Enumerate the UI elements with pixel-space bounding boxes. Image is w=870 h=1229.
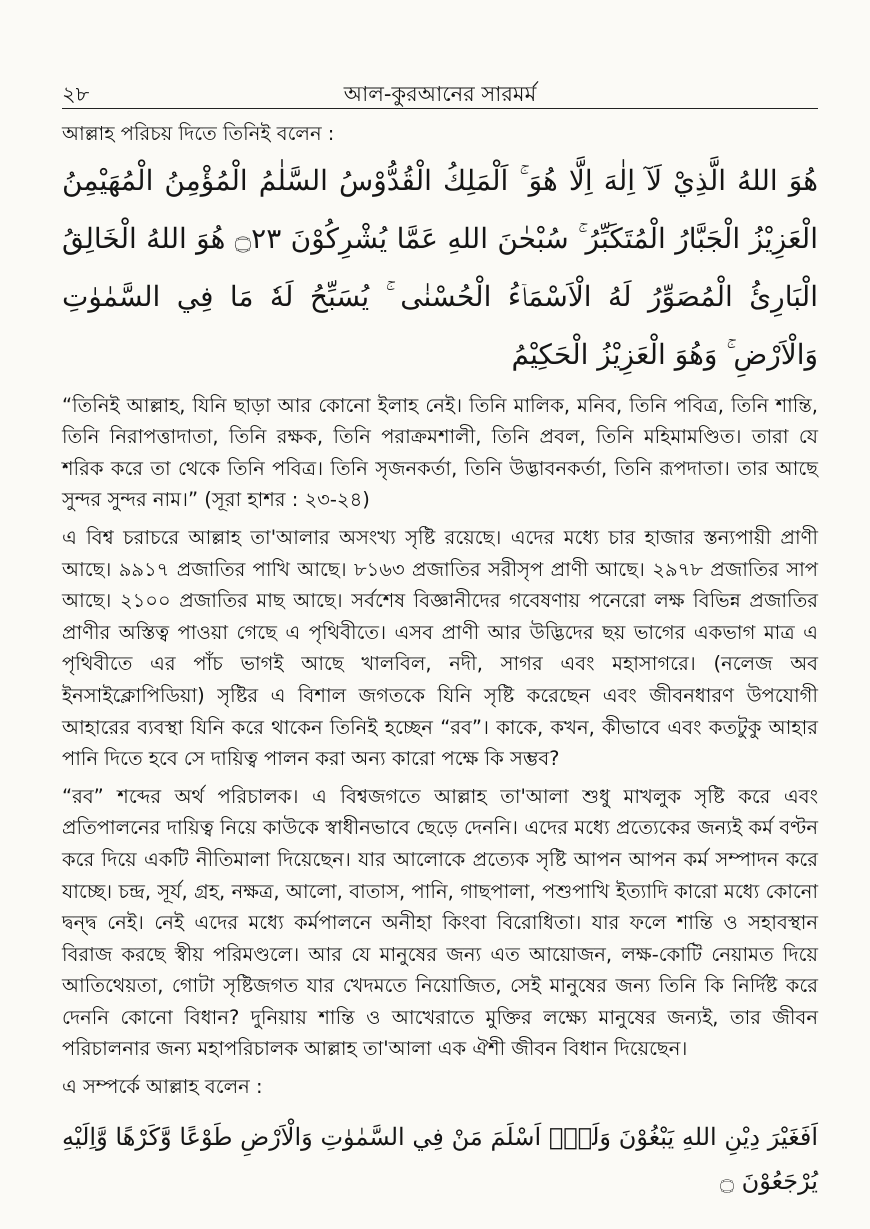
body-paragraph-2: “রব” শব্দের অর্থ পরিচালক। এ বিশ্বজগতে আল্লাহ তা'আলা শুধু মাখলুক সৃষ্টি করে এবং প্রতিপালনের দায়িত্ব নিয়ে কাউকে স্বাধীনভাবে ছেড়ে দেননি। এদের মধ্যে প্রত্যেকের জন্যই কর্ম বণ্টন করে দিয়ে একটি নীতিমালা দিয়েছেন। যার আলোকে প্রত্যেক সৃষ্টি আপন আপন কর্ম সম্পাদন করে যাচ্ছে। চন্দ্র, সূর্য, গ্রহ, নক্ষত্র, আলো, বাতাস, পানি, গাছপালা, পশুপাখি ইত্যাদি কারো মধ্যে কোনো দ্বন্দ্ব নেই। নেই এদের মধ্যে কর্মপালনে অনীহা কিংবা বিরোধিতা। যার ফলে শান্তি ও সহাবস্থান বিরাজ করছে স্বীয় পরিমণ্ডলে। আর যে মানুষের জন্য এত আয়োজন, লক্ষ-কোটি নেয়ামত দিয়ে আতিথেয়তা, গোটা সৃষ্টিজগত যার খেদমতে নিয়োজিত, সেই মানুষের জন্য তিনি কি নির্দিষ্ট করে দেননি কোনো বিধান? দুনিয়ায় শান্তি ও আখেরাতে মুক্তির লক্ষ্যে মানুষের জন্যই, তার জীবন পরিচালনার জন্য মহাপরিচালক আল্লাহ তা'আলা এক ঐশী জীবন বিধান দিয়েছেন। bbox=[62, 784, 818, 1061]
running-title: আল-কুরআনের সারমর্ম bbox=[343, 82, 537, 106]
page-header bbox=[62, 74, 818, 108]
body-paragraph-1: এ বিশ্ব চরাচরে আল্লাহ তা'আলার অসংখ্য সৃষ্টি রয়েছে। এদের মধ্যে চার হাজার স্তন্যপায়ী প্রাণী আছে। ৯৯১৭ প্রজাতির পাখি আছে। ৮১৬৩ প্রজাতির সরীসৃপ প্রাণী আছে। ২৯৭৮ প্রজাতির সাপ আছে। ২১০০ প্রজাতির মাছ আছে। সর্বশেষ বিজ্ঞানীদের গবেষণায় পনেরো লক্ষ বিভিন্ন প্রজাতির প্রাণীর অস্তিত্ব পাওয়া গেছে এ পৃথিবীতে। এসব প্রাণী আর উদ্ভিদের ছয় ভাগের একভাগ মাত্র এ পৃথিবীতে এর পাঁচ ভাগই আছে খালবিল, নদী, সাগর এবং মহাসাগরে। (নলেজ অব ইনসাইক্লোপিডিয়া) সৃষ্টির এ বিশাল জগতকে যিনি সৃষ্টি করেছেন এবং জীবনধারণ উপযোগী আহারের ব্যবস্থা যিনি করে থাকেন তিনিই হচ্ছেন “রব”। কাকে, কখন, কীভাবে এবং কতটুকু আহার পানি দিতে হবে সে দায়িত্ব পালন করা অন্য কারো পক্ষে কি সম্ভব? bbox=[62, 525, 818, 771]
arabic-verse-1: هُوَ اللهُ الَّذِيْ لَآ اِلٰهَ اِلَّا هُوَ ۚ اَلْمَلِكُ الْقُدُّوْسُ السَّلٰمُ الْمُؤْمِنُ الْمُهَيْمِنُ الْعَزِيْزُ الْجَبَّارُ الْمُتَكَبِّرُ ۚ سُبْحٰنَ اللهِ عَمَّا يُشْرِكُوْنَ ۝٢٣ هُوَ اللهُ الْخَالِقُ الْبَارِئُ الْمُصَوِّرُ لَهُ الْاَسْمَاۤءُ الْحُسْنٰى ۚ يُسَبِّحُ لَهٗ مَا فِي السَّمٰوٰتِ وَالْاَرْضِ ۚ وَهُوَ الْعَزِيْزُ الْحَكِيْمُ bbox=[62, 163, 818, 371]
arabic-verse-2: اَفَغَيْرَ دِيْنِ اللهِ يَبْغُوْنَ وَلَهٗۤ اَسْلَمَ مَنْ فِي السَّمٰوٰتِ وَالْاَرْضِ طَوْعًا وَّكَرْهًا وَّاِلَيْهِ يُرْجَعُوْنَ ۝ bbox=[62, 1122, 818, 1195]
header-rule bbox=[62, 108, 818, 109]
intro-text-2: এ সম্পর্কে আল্লাহ বলেন : bbox=[62, 1075, 263, 1099]
page-number: ২৮ bbox=[62, 82, 90, 106]
page-body bbox=[62, 118, 818, 1203]
intro-text-1: আল্লাহ পরিচয় দিতে তিনিই বলেন : bbox=[62, 122, 335, 145]
translation-paragraph: “তিনিই আল্লাহ, যিনি ছাড়া আর কোনো ইলাহ নেই। তিনি মালিক, মনিব, তিনি পবিত্র, তিনি শান্তি, তিনি নিরাপত্তাদাতা, তিনি রক্ষক, তিনি পরাক্রমশালী, তিনি প্রবল, তিনি মহিমামণ্ডিত। তারা যে শরিক করে তা থেকে তিনি পবিত্র। তিনি সৃজনকর্তা, তিনি উদ্ভাবনকর্তা, তিনি রূপদাতা। তার আছে সুন্দর সুন্দর নাম।” (সূরা হাশর : ২৩-২৪) bbox=[62, 393, 818, 512]
